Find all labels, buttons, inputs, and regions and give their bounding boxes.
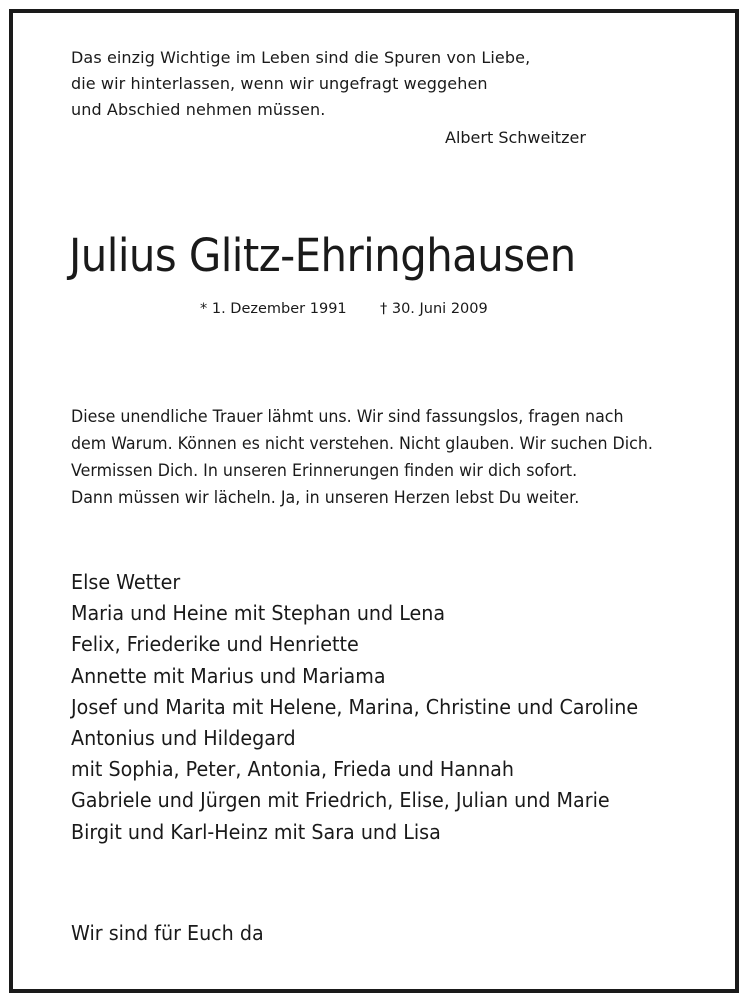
message-line: Dann müssen wir lächeln. Ja, in unseren Herzen lebst Du weiter. [71,488,580,507]
quote-author: Albert Schweitzer [445,128,586,147]
mourning-message [71,403,653,511]
quote-block [71,45,530,123]
message-line: Diese unendliche Trauer lähmt uns. Wir sind fassungslos, fragen nach [71,407,624,426]
quote-line: Das einzig Wichtige im Leben sind die Spuren von Liebe, [71,48,531,67]
birth-date: * 1. Dezember 1991 [200,301,347,317]
mourner-line: Birgit und Karl-Heinz mit Sara und Lisa [71,819,441,844]
death-date: † 30. Juni 2009 [380,301,488,317]
message-line: dem Warum. Können es nicht verstehen. Nicht glauben. Wir suchen Dich. [71,434,653,453]
mourner-line: Else Wetter [71,570,181,594]
quote-line: die wir hinterlassen, wenn wir ungefragt weggehen [71,74,488,93]
mourner-line: Josef und Marita mit Helene, Marina, Christine und Caroline [71,694,639,719]
mourner-line: mit Sophia, Peter, Antonia, Frieda und Hannah [71,757,515,782]
quote-line: und Abschied nehmen müssen. [71,100,326,119]
message-line: Vermissen Dich. In unseren Erinnerungen finden wir dich sofort. [71,461,578,480]
mourner-line: Antonius und Hildegard [71,726,296,751]
mourner-line: Felix, Friederike und Henriette [71,632,359,657]
closing-line: Wir sind für Euch da [71,921,264,945]
mourner-line: Maria und Heine mit Stephan und Lena [71,601,446,626]
deceased-name: Julius Glitz-Ehringhausen [69,229,576,282]
mourners-list [71,567,638,848]
mourner-line: Annette mit Marius und Mariama [71,663,386,688]
mourner-line: Gabriele und Jürgen mit Friedrich, Elise, Julian und Marie [71,788,610,813]
